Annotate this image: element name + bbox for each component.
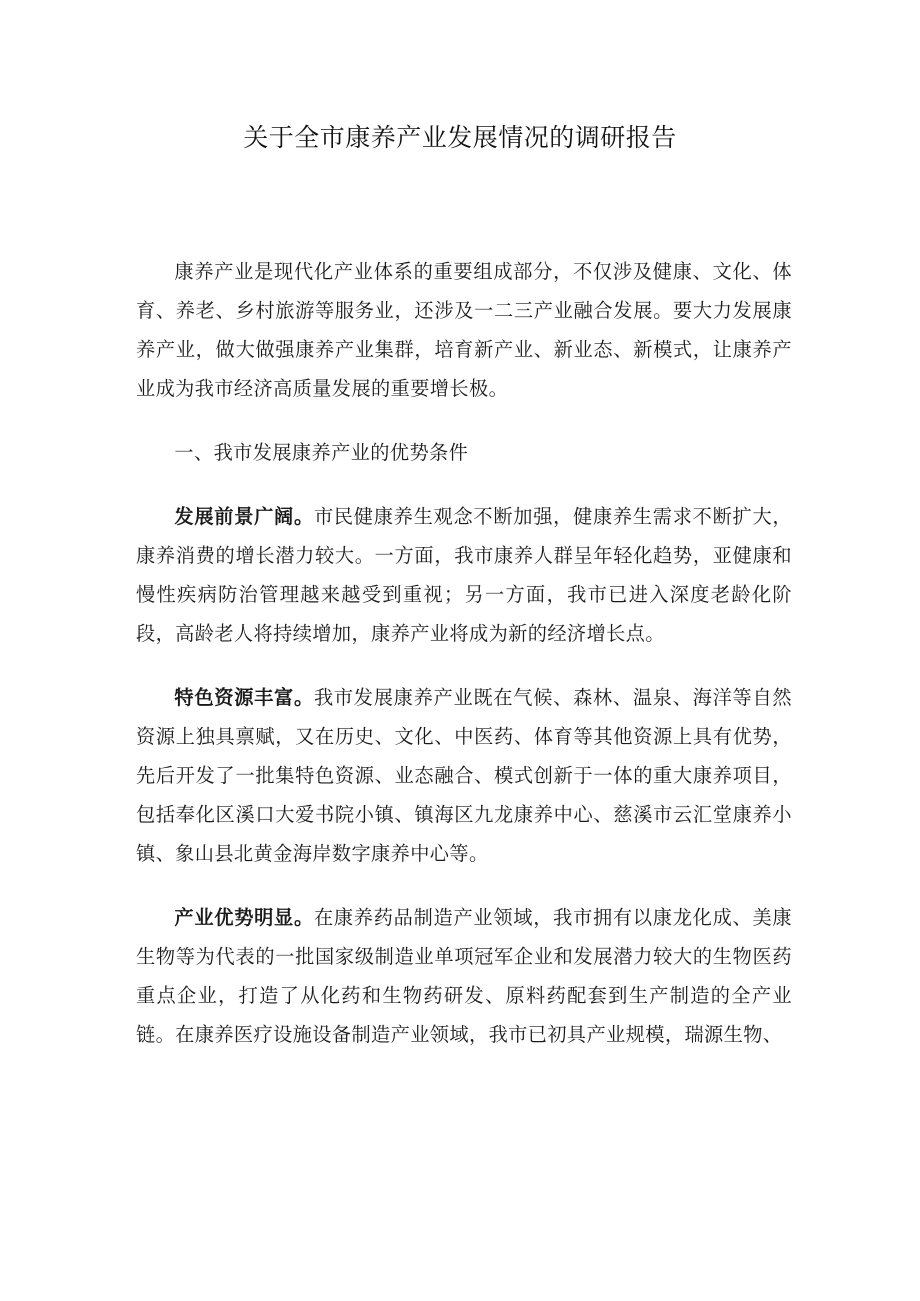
paragraph-lead: 产业优势明显。 bbox=[174, 906, 314, 929]
paragraph-text: 市民健康养生观念不断加强，健康养生需求不断扩大，康养消费的增长潜力较大。一方面，我市康养人群呈年轻化趋势，亚健康和慢性疾病防治管理越来越受到重视；另一方面，我市已进入深度老龄化阶段，高龄老人将持续增加，康养产业将成为新的经济增长点。 bbox=[136, 505, 792, 645]
document-body bbox=[136, 252, 792, 1054]
paragraph-industry bbox=[136, 898, 792, 1054]
paragraph-lead: 特色资源丰富。 bbox=[174, 686, 314, 709]
paragraph-lead: 发展前景广阔。 bbox=[174, 505, 314, 528]
intro-paragraph: 康养产业是现代化产业体系的重要组成部分，不仅涉及健康、文化、体育、养老、乡村旅游等服务业，还涉及一二三产业融合发展。要大力发展康养产业，做大做强康养产业集群，培育新产业、新业态、新模式，让康养产业成为我市经济高质量发展的重要增长极。 bbox=[136, 260, 792, 400]
paragraph-text: 我市发展康养产业既在气候、森林、温泉、海洋等自然资源上独具禀赋，又在历史、文化、中医药、体育等其他资源上具有优势，先后开发了一批集特色资源、业态融合、模式创新于一体的重大康养项目，包括奉化区溪口大爱书院小镇、镇海区九龙康养中心、慈溪市云汇堂康养小镇、象山县北黄金海岸数字康养中心等。 bbox=[136, 686, 792, 865]
paragraph-text: 在康养药品制造产业领域，我市拥有以康龙化成、美康生物等为代表的一批国家级制造业单项冠军企业和发展潜力较大的生物医药重点企业，打造了从化药和生物药研发、原料药配套到生产制造的全产业链。在康养医疗设施设备制造产业领域，我市已初具产业规模，瑞源生物、 bbox=[136, 906, 792, 1046]
paragraph-prospects bbox=[136, 497, 792, 653]
section-heading: 一、我市发展康养产业的优势条件 bbox=[174, 441, 469, 464]
document-title: 关于全市康养产业发展情况的调研报告 bbox=[243, 123, 677, 152]
paragraph-resources bbox=[136, 678, 792, 873]
